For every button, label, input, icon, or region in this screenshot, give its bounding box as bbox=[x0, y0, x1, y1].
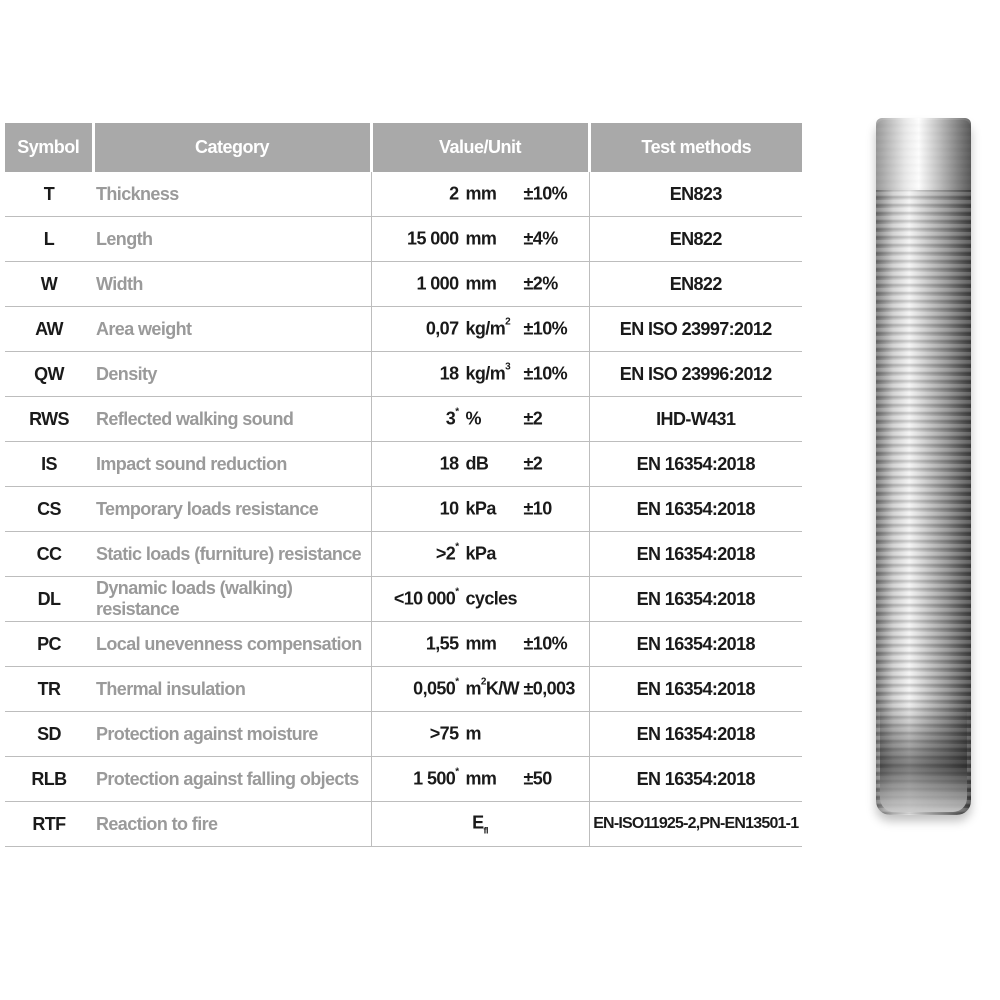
spec-table-container bbox=[5, 123, 802, 847]
row-category: Dynamic loads (walking) resistance bbox=[93, 577, 371, 622]
row-category: Width bbox=[93, 262, 371, 307]
row-unit: mm bbox=[465, 228, 497, 249]
row-symbol: RTF bbox=[5, 802, 93, 847]
row-value-cell bbox=[371, 577, 589, 622]
row-test-method: EN ISO 23996:2012 bbox=[589, 352, 802, 397]
row-category: Thickness bbox=[93, 172, 371, 217]
header-category: Category bbox=[93, 123, 371, 172]
row-test-method: EN 16354:2018 bbox=[589, 487, 802, 532]
table-row bbox=[5, 262, 802, 307]
header-test-methods: Test methods bbox=[589, 123, 802, 172]
row-tolerance: ±2 bbox=[523, 453, 543, 474]
table-row bbox=[5, 667, 802, 712]
row-value: >2* bbox=[435, 541, 459, 564]
row-value: 1 000 bbox=[416, 273, 459, 294]
row-unit: % bbox=[465, 408, 481, 429]
row-value-cell bbox=[371, 172, 589, 217]
row-category: Temporary loads resistance bbox=[93, 487, 371, 532]
row-symbol: AW bbox=[5, 307, 93, 352]
row-category: Impact sound reduction bbox=[93, 442, 371, 487]
row-symbol: CS bbox=[5, 487, 93, 532]
row-value-cell bbox=[371, 532, 589, 577]
row-value: 18 bbox=[439, 453, 459, 474]
row-value: 2 bbox=[449, 183, 459, 204]
table-row bbox=[5, 577, 802, 622]
row-test-method: EN 16354:2018 bbox=[589, 532, 802, 577]
row-test-method: EN823 bbox=[589, 172, 802, 217]
row-tolerance: ±10% bbox=[523, 363, 568, 384]
row-value: 0,07 bbox=[425, 318, 459, 339]
row-value-cell bbox=[371, 397, 589, 442]
row-tolerance: ±10% bbox=[523, 318, 568, 339]
product-roll-top bbox=[876, 118, 971, 190]
row-symbol: RWS bbox=[5, 397, 93, 442]
row-test-method: EN 16354:2018 bbox=[589, 577, 802, 622]
table-row bbox=[5, 352, 802, 397]
row-unit: $kg/m^2$ bbox=[465, 316, 511, 339]
row-value-cell bbox=[371, 262, 589, 307]
row-symbol: SD bbox=[5, 712, 93, 757]
row-tolerance: ±2 bbox=[523, 408, 543, 429]
table-body bbox=[5, 172, 802, 847]
row-test-method: EN-ISO11925-2,PN-EN13501-1 bbox=[589, 802, 802, 847]
row-tolerance: ±10% bbox=[523, 633, 568, 654]
row-unit: dB bbox=[465, 453, 489, 474]
table-row bbox=[5, 172, 802, 217]
row-value: 10 bbox=[439, 498, 459, 519]
row-test-method: IHD-W431 bbox=[589, 397, 802, 442]
row-test-method: EN 16354:2018 bbox=[589, 712, 802, 757]
header-value-unit: Value/Unit bbox=[371, 123, 589, 172]
row-category: Reflected walking sound bbox=[93, 397, 371, 442]
row-symbol: TR bbox=[5, 667, 93, 712]
row-value-cell bbox=[371, 217, 589, 262]
table-row bbox=[5, 622, 802, 667]
product-roll-bottom bbox=[880, 700, 967, 812]
table-row bbox=[5, 442, 802, 487]
row-tolerance: ±10% bbox=[523, 183, 568, 204]
row-unit: mm bbox=[465, 633, 497, 654]
row-value: <10 000* bbox=[393, 586, 459, 609]
row-unit: mm bbox=[465, 183, 497, 204]
row-test-method: EN ISO 23997:2012 bbox=[589, 307, 802, 352]
row-category: Density bbox=[93, 352, 371, 397]
header-symbol: Symbol bbox=[5, 123, 93, 172]
table-row-fire bbox=[5, 802, 802, 847]
row-symbol: T bbox=[5, 172, 93, 217]
row-category: Protection against falling objects bbox=[93, 757, 371, 802]
row-value-cell bbox=[371, 307, 589, 352]
row-unit: m bbox=[465, 723, 481, 744]
row-category: Static loads (furniture) resistance bbox=[93, 532, 371, 577]
row-category: Area weight bbox=[93, 307, 371, 352]
row-tolerance: ±10 bbox=[523, 498, 552, 519]
row-unit: mm bbox=[465, 273, 497, 294]
row-category: Thermal insulation bbox=[93, 667, 371, 712]
row-unit: $m^2K/W$ bbox=[465, 676, 520, 699]
table-row bbox=[5, 487, 802, 532]
row-unit: cycles bbox=[465, 588, 517, 609]
row-value: $E_{fl}$ bbox=[472, 812, 488, 836]
table-row bbox=[5, 532, 802, 577]
row-symbol: QW bbox=[5, 352, 93, 397]
row-value-cell bbox=[371, 757, 589, 802]
table-row bbox=[5, 307, 802, 352]
row-tolerance: ±2% bbox=[523, 273, 558, 294]
row-symbol: PC bbox=[5, 622, 93, 667]
row-tolerance: ±0,003 bbox=[523, 678, 575, 699]
table-header bbox=[5, 123, 802, 172]
row-value: 18 bbox=[439, 363, 459, 384]
row-value: >75 bbox=[429, 723, 459, 744]
row-symbol: DL bbox=[5, 577, 93, 622]
row-value: 0,050* bbox=[413, 676, 459, 699]
row-unit: kPa bbox=[465, 543, 496, 564]
row-symbol: CC bbox=[5, 532, 93, 577]
table-row bbox=[5, 712, 802, 757]
row-value-cell bbox=[371, 487, 589, 532]
row-category: Protection against moisture bbox=[93, 712, 371, 757]
row-symbol: W bbox=[5, 262, 93, 307]
row-value: 15 000 bbox=[407, 228, 459, 249]
spec-table bbox=[5, 123, 802, 847]
row-symbol: RLB bbox=[5, 757, 93, 802]
row-test-method: EN 16354:2018 bbox=[589, 757, 802, 802]
row-symbol: L bbox=[5, 217, 93, 262]
row-test-method: EN822 bbox=[589, 262, 802, 307]
row-value-cell bbox=[371, 442, 589, 487]
row-tolerance: ±4% bbox=[523, 228, 558, 249]
row-test-method: EN 16354:2018 bbox=[589, 622, 802, 667]
row-value-cell bbox=[371, 802, 589, 847]
row-test-method: EN 16354:2018 bbox=[589, 667, 802, 712]
row-category: Length bbox=[93, 217, 371, 262]
row-value-cell bbox=[371, 352, 589, 397]
row-value: 1,55 bbox=[425, 633, 459, 654]
table-row bbox=[5, 397, 802, 442]
table-row bbox=[5, 757, 802, 802]
row-tolerance: ±50 bbox=[523, 768, 552, 789]
table-row bbox=[5, 217, 802, 262]
row-category: Local unevenness compensation bbox=[93, 622, 371, 667]
row-test-method: EN 16354:2018 bbox=[589, 442, 802, 487]
row-unit: $kg/m^3$ bbox=[465, 361, 511, 384]
row-value-cell bbox=[371, 712, 589, 757]
row-value-cell bbox=[371, 667, 589, 712]
row-value: 1 500* bbox=[413, 766, 459, 789]
row-unit: mm bbox=[465, 768, 497, 789]
row-value: 3* bbox=[445, 406, 459, 429]
row-symbol: IS bbox=[5, 442, 93, 487]
row-category: Reaction to fire bbox=[93, 802, 371, 847]
row-unit: kPa bbox=[465, 498, 496, 519]
row-test-method: EN822 bbox=[589, 217, 802, 262]
row-value-cell bbox=[371, 622, 589, 667]
